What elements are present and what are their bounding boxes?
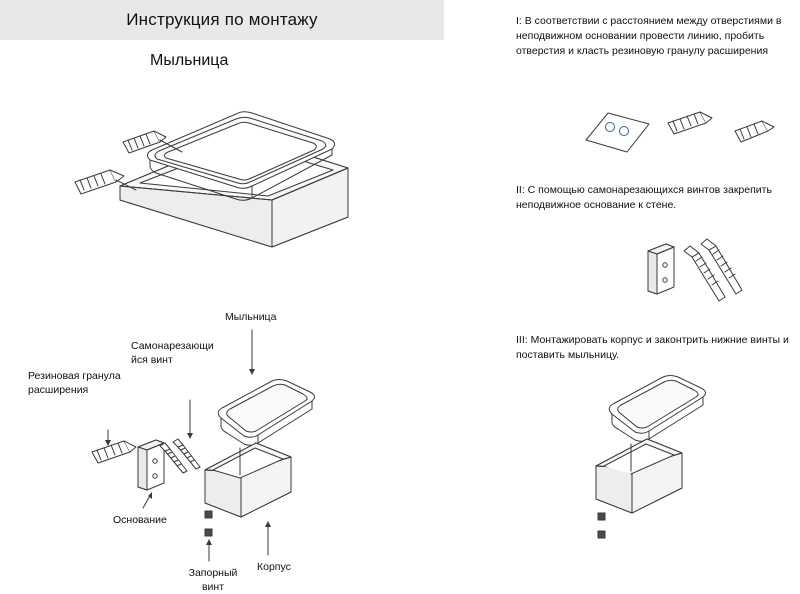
anchor-lower bbox=[75, 170, 124, 194]
step-2-text: II: С помощью самонарезающихся винтов закрепить неподвижное основание к стене. bbox=[516, 184, 772, 211]
step-2-screw-2 bbox=[701, 239, 742, 294]
step-3-body bbox=[596, 439, 682, 513]
callout-body: Корпус bbox=[257, 561, 291, 573]
step-2-base bbox=[648, 244, 674, 294]
step-1-granule-a bbox=[668, 112, 712, 134]
step-3-text: III: Монтажировать корпус и законтрить нижние винты и поставить мыльницу. bbox=[516, 334, 789, 361]
title-banner bbox=[0, 0, 444, 40]
page-subtitle: Мыльница bbox=[150, 52, 229, 69]
wall-plate bbox=[586, 113, 649, 152]
exploded-locking-screw-1 bbox=[205, 511, 212, 518]
step-2-screw-1 bbox=[684, 246, 725, 301]
exploded-self-tapping-screw-2 bbox=[173, 439, 200, 469]
callout-base: Основание bbox=[113, 514, 167, 526]
callout-rubber-granule: Резиновая гранула расширения bbox=[28, 370, 121, 396]
exploded-body bbox=[205, 443, 291, 517]
exploded-rubber-granule bbox=[92, 441, 136, 463]
exploded-base bbox=[138, 440, 164, 490]
column-divider bbox=[490, 0, 491, 592]
callout-locking-screw: Запорный винт bbox=[188, 567, 238, 593]
exploded-self-tapping-screw-1 bbox=[160, 443, 187, 473]
step-1-illustration bbox=[586, 112, 774, 152]
step-2-illustration bbox=[648, 239, 742, 301]
page-title: Инструкция по монтажу bbox=[126, 10, 318, 29]
callout-self-tapping-screw: Самонарезающи йся винт bbox=[131, 340, 214, 366]
callout-soap-dish: Мыльница bbox=[225, 311, 277, 323]
exploded-soap-dish bbox=[218, 380, 314, 446]
main-assembly-illustration bbox=[75, 112, 348, 247]
exploded-locking-screw-2 bbox=[205, 529, 212, 536]
step-3-soap-dish bbox=[609, 376, 705, 442]
step-3-illustration bbox=[596, 376, 706, 539]
step-1-text: I: В соответствии с расстоянием между отверстиями в неподвижном основании провести линию, пробить отверстия и класть резиновую гранулу расширения bbox=[516, 15, 782, 57]
step-1-granule-b bbox=[735, 121, 774, 142]
anchor-upper bbox=[123, 131, 166, 153]
